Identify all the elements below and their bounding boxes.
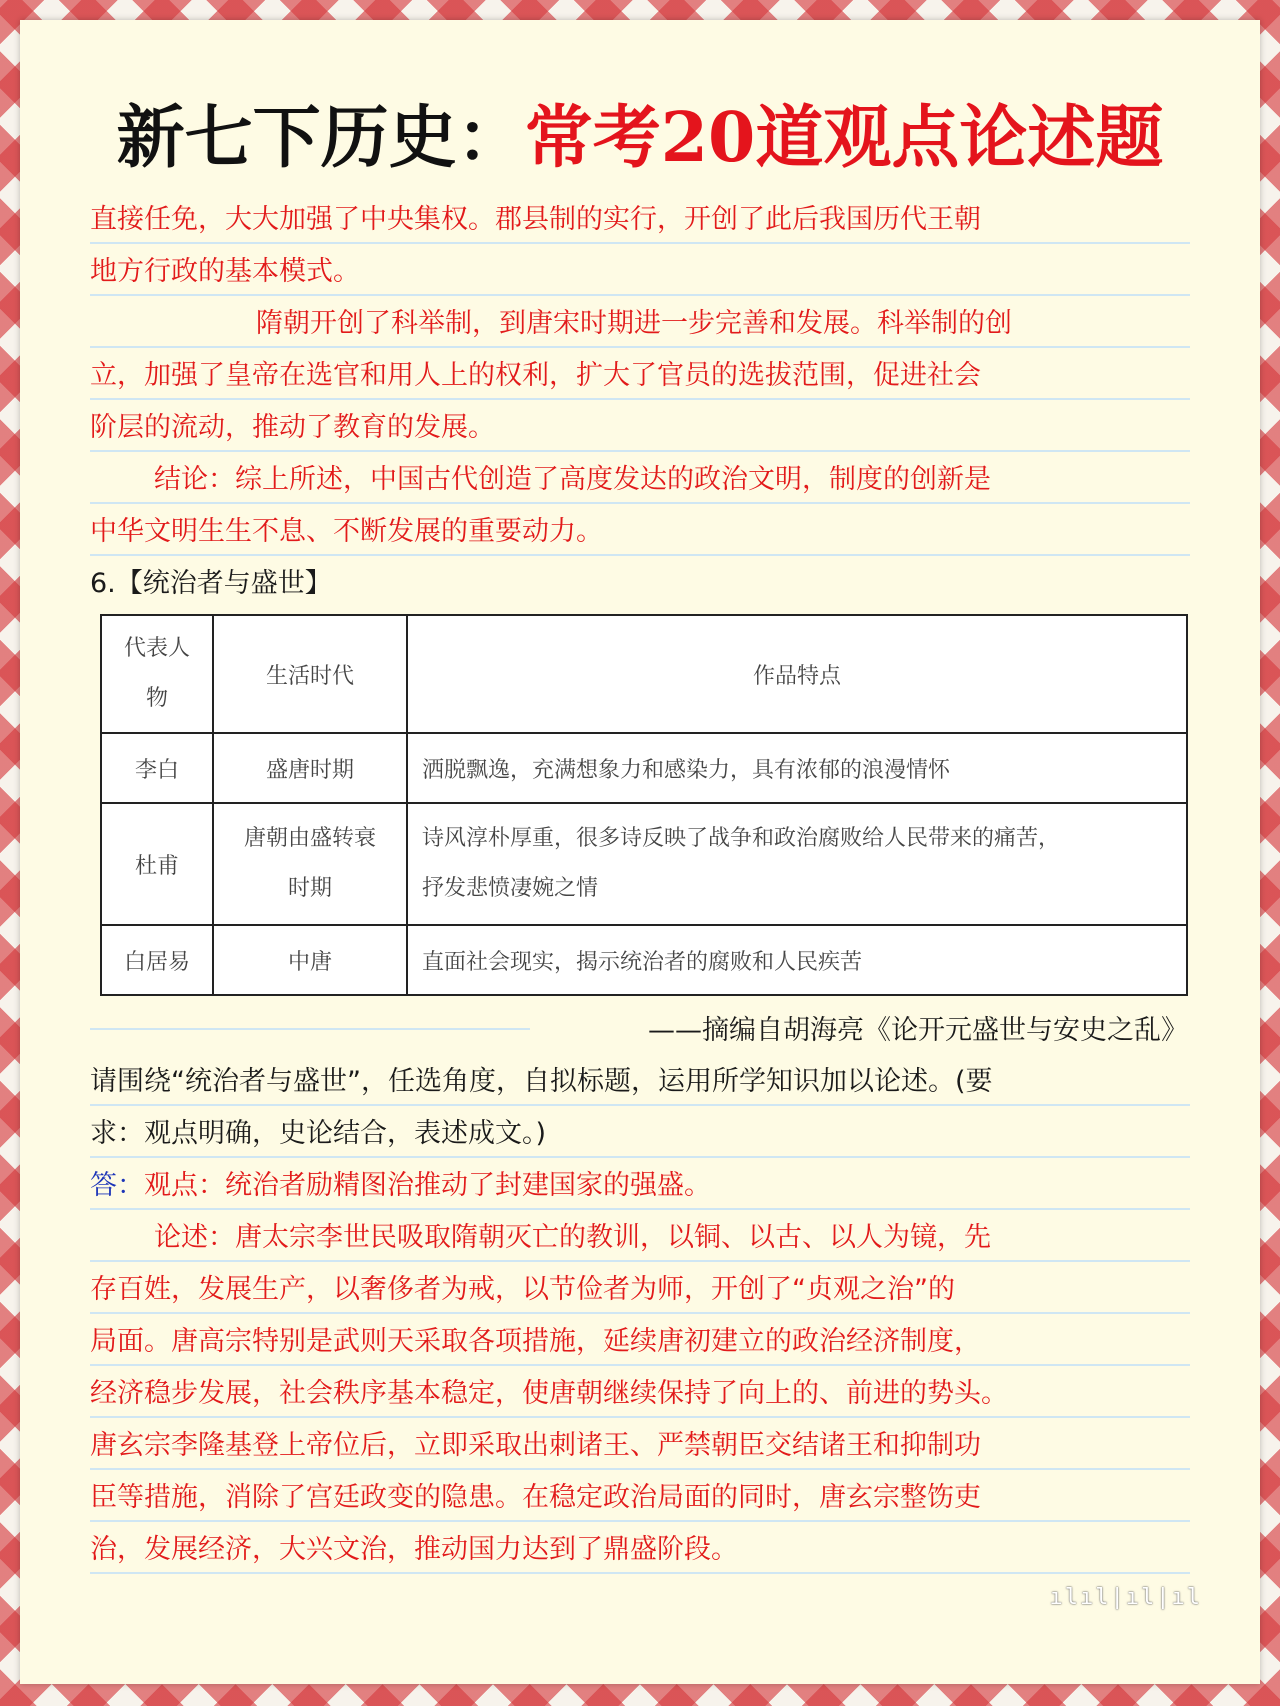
row3-era: 中唐 bbox=[287, 949, 332, 975]
question-line-1: 请围绕“统治者与盛世”，任选角度，自拟标题，运用所学知识加以论述。(要 bbox=[90, 1058, 1190, 1106]
answer-label: 答： bbox=[90, 1170, 144, 1201]
row2-person: 杜甫 bbox=[134, 853, 179, 879]
row3-person: 白居易 bbox=[123, 949, 190, 975]
poets-table bbox=[100, 614, 1188, 996]
argument-line-1: 论述：唐太宗李世民吸取隋朝灭亡的教训，以铜、以古、以人为镜，先 bbox=[90, 1214, 1190, 1262]
header-person-line1: 代表人 bbox=[123, 636, 190, 661]
row3-features: 直面社会现实，揭示统治者的腐败和人民疾苦 bbox=[422, 949, 863, 975]
table-row bbox=[102, 926, 1186, 994]
section-6-heading: 6.【统治者与盛世】 bbox=[90, 568, 332, 599]
header-person-cell bbox=[102, 616, 214, 732]
header-era: 生活时代 bbox=[265, 663, 354, 689]
table-header-row bbox=[102, 616, 1186, 734]
conclusion-line-1: 结论：综上所述，中国古代创造了高度发达的政治文明，制度的创新是 bbox=[90, 456, 1190, 504]
conclusion-line-2: 中华文明生生不息、不断发展的重要动力。 bbox=[90, 508, 1190, 556]
watermark-logo: ılıl|ıl|ıl bbox=[1049, 1585, 1202, 1610]
page-title bbox=[0, 88, 1280, 188]
row1-features: 洒脱飘逸，充满想象力和感染力，具有浓郁的浪漫情怀 bbox=[422, 757, 951, 783]
row1-person: 李白 bbox=[134, 757, 179, 783]
argument-line-3: 局面。唐高宗特别是武则天采取各项措施，延续唐初建立的政治经济制度， bbox=[90, 1318, 1190, 1366]
argument-line-7: 治，发展经济，大兴文治，推动国力达到了鼎盛阶段。 bbox=[90, 1526, 1190, 1574]
para1-line-2: 地方行政的基本模式。 bbox=[90, 248, 1190, 296]
title-highlight: 常考20道观点论述题 bbox=[524, 98, 1164, 178]
table-row bbox=[102, 804, 1186, 926]
row2-era-line2: 时期 bbox=[287, 876, 332, 901]
para2-line-2: 立，加强了皇帝在选官和用人上的权利，扩大了官员的选拔范围，促进社会 bbox=[90, 352, 1190, 400]
title-prefix: 新七下历史： bbox=[116, 98, 525, 178]
argument-line-5: 唐玄宗李隆基登上帝位后，立即采取出刺诸王、严禁朝臣交结诸王和抑制功 bbox=[90, 1422, 1190, 1470]
header-person-line2: 物 bbox=[145, 686, 168, 711]
argument-line-6: 臣等措施，消除了宫廷政变的隐患。在稳定政治局面的同时，唐玄宗整饬吏 bbox=[90, 1474, 1190, 1522]
row2-era-line1: 唐朝由盛转衰 bbox=[243, 826, 376, 851]
table-row bbox=[102, 734, 1186, 804]
answer-line bbox=[90, 1162, 1190, 1210]
header-features: 作品特点 bbox=[752, 663, 841, 689]
row2-features-line1: 诗风淳朴厚重，很多诗反映了战争和政治腐败给人民带来的痛苦， bbox=[422, 826, 1061, 851]
argument-line-4: 经济稳步发展，社会秩序基本稳定，使唐朝继续保持了向上的、前进的势头。 bbox=[90, 1370, 1190, 1418]
para2-line-3: 阶层的流动，推动了教育的发展。 bbox=[90, 404, 1190, 452]
header-era-cell bbox=[214, 616, 408, 732]
row2-features-line2: 抒发悲愤凄婉之情 bbox=[422, 876, 599, 901]
argument-line-2: 存百姓，发展生产，以奢侈者为戒，以节俭者为师，开创了“贞观之治”的 bbox=[90, 1266, 1190, 1314]
header-features-cell bbox=[408, 616, 1186, 732]
source-rule bbox=[90, 1028, 530, 1030]
para2-line-1: 隋朝开创了科举制，到唐宋时期进一步完善和发展。科举制的创 bbox=[90, 300, 1190, 348]
para1-line-1: 直接任免，大大加强了中央集权。郡县制的实行，开创了此后我国历代王朝 bbox=[90, 196, 1190, 244]
answer-viewpoint: 观点：统治者励精图治推动了封建国家的强盛。 bbox=[144, 1170, 711, 1201]
row1-era: 盛唐时期 bbox=[265, 757, 354, 783]
source-citation: ——摘编自胡海亮《论开元盛世与安史之乱》 bbox=[648, 1015, 1188, 1046]
question-line-2: 求：观点明确，史论结合，表述成文。) bbox=[90, 1110, 1190, 1158]
